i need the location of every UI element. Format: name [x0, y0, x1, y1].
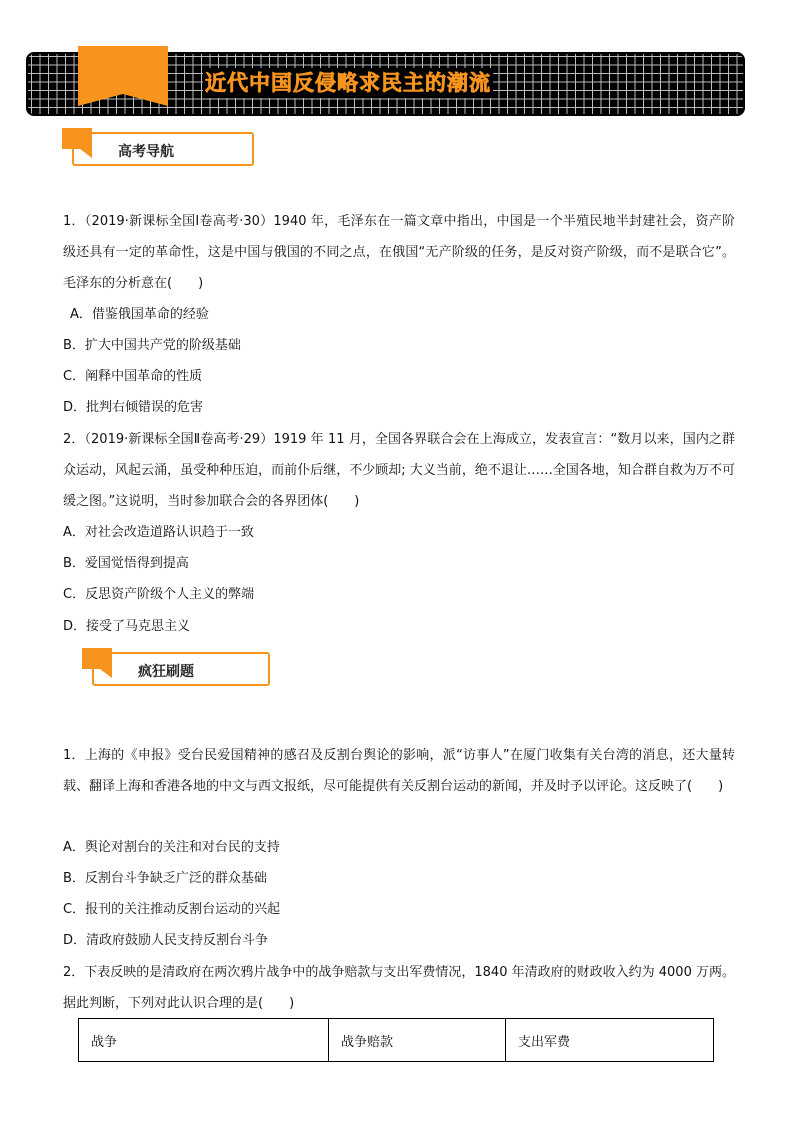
- practice-1-option-b: B．反割台斗争缺乏广泛的群众基础: [63, 871, 267, 886]
- practice-1-option-a: A．舆论对割台的关注和对台民的支持: [63, 840, 280, 855]
- question-2-stem: 2．（2019·新课标全国Ⅱ卷高考·29）1919 年 11 月，全国各界联合会在上海成立，发表宣言：“数月以来，国内之群众运动，风起云涌，虽受种种压迫，而前仆后继，不少顾却; 大义当前，绝不退让……全国各地，知合群自救为万不可缓之图。”这说明，当时参加联合会的各界团体( ): [63, 432, 735, 509]
- question-2-option-c: C．反思资产阶级个人主义的弊端: [63, 587, 255, 602]
- question-1-option-a: A．借鉴俄国革命的经验: [70, 307, 209, 322]
- table-header-cell: 战争: [79, 1019, 329, 1062]
- practice-1-option-c: C．报刊的关注推动反割台运动的兴起: [63, 902, 281, 917]
- section-tag-practice: [92, 652, 270, 686]
- question-2-option-b: B．爱国觉悟得到提高: [63, 556, 189, 571]
- table-header-row: [79, 1019, 714, 1062]
- section-tag-label: 高考导航: [118, 144, 174, 160]
- section-tag-label: 疯狂刷题: [138, 664, 194, 680]
- page-title: 近代中国反侵略求民主的潮流: [203, 68, 493, 98]
- practice-1-option-d: D．清政府鼓励人民支持反割台斗争: [63, 933, 269, 948]
- table-header-cell: 战争赔款: [329, 1019, 506, 1062]
- question-1-option-b: B．扩大中国共产党的阶级基础: [63, 338, 241, 353]
- question-1-option-d: D．批判右倾错误的危害: [63, 400, 204, 415]
- question-2-option-d: D．接受了马克思主义: [63, 619, 191, 634]
- question-1-stem: 1．（2019·新课标全国Ⅰ卷高考·30）1940 年，毛泽东在一篇文章中指出，中国是一个半殖民地半封建社会，资产阶级还具有一定的革命性，这是中国与俄国的不同之点，在俄国“无产阶级的任务，是反对资产阶级，而不是联合它”。毛泽东的分析意在( ): [63, 214, 735, 291]
- question-1-option-c: C．阐释中国革命的性质: [63, 369, 203, 384]
- table-header-cell: 支出军费: [506, 1019, 714, 1062]
- question-2-option-a: A．对社会改造道路认识趋于一致: [63, 525, 254, 540]
- section-tag-exam-guide: [72, 132, 254, 166]
- practice-1-stem: 1．上海的《申报》受台民爱国精神的感召及反割台舆论的影响，派“访事人”在厦门收集有关台湾的消息，还大量转载、翻译上海和香港各地的中文与西文报纸，尽可能提供有关反割台运动的新闻，并及时予以评论。这反映了( ): [63, 748, 735, 794]
- practice-2-stem: 2．下表反映的是清政府在两次鸦片战争中的战争赔款与支出军费情况，1840 年清政府的财政收入约为 4000 万两。据此判断，下列对此认识合理的是( ): [63, 965, 735, 1011]
- war-indemnity-table: [78, 1018, 714, 1062]
